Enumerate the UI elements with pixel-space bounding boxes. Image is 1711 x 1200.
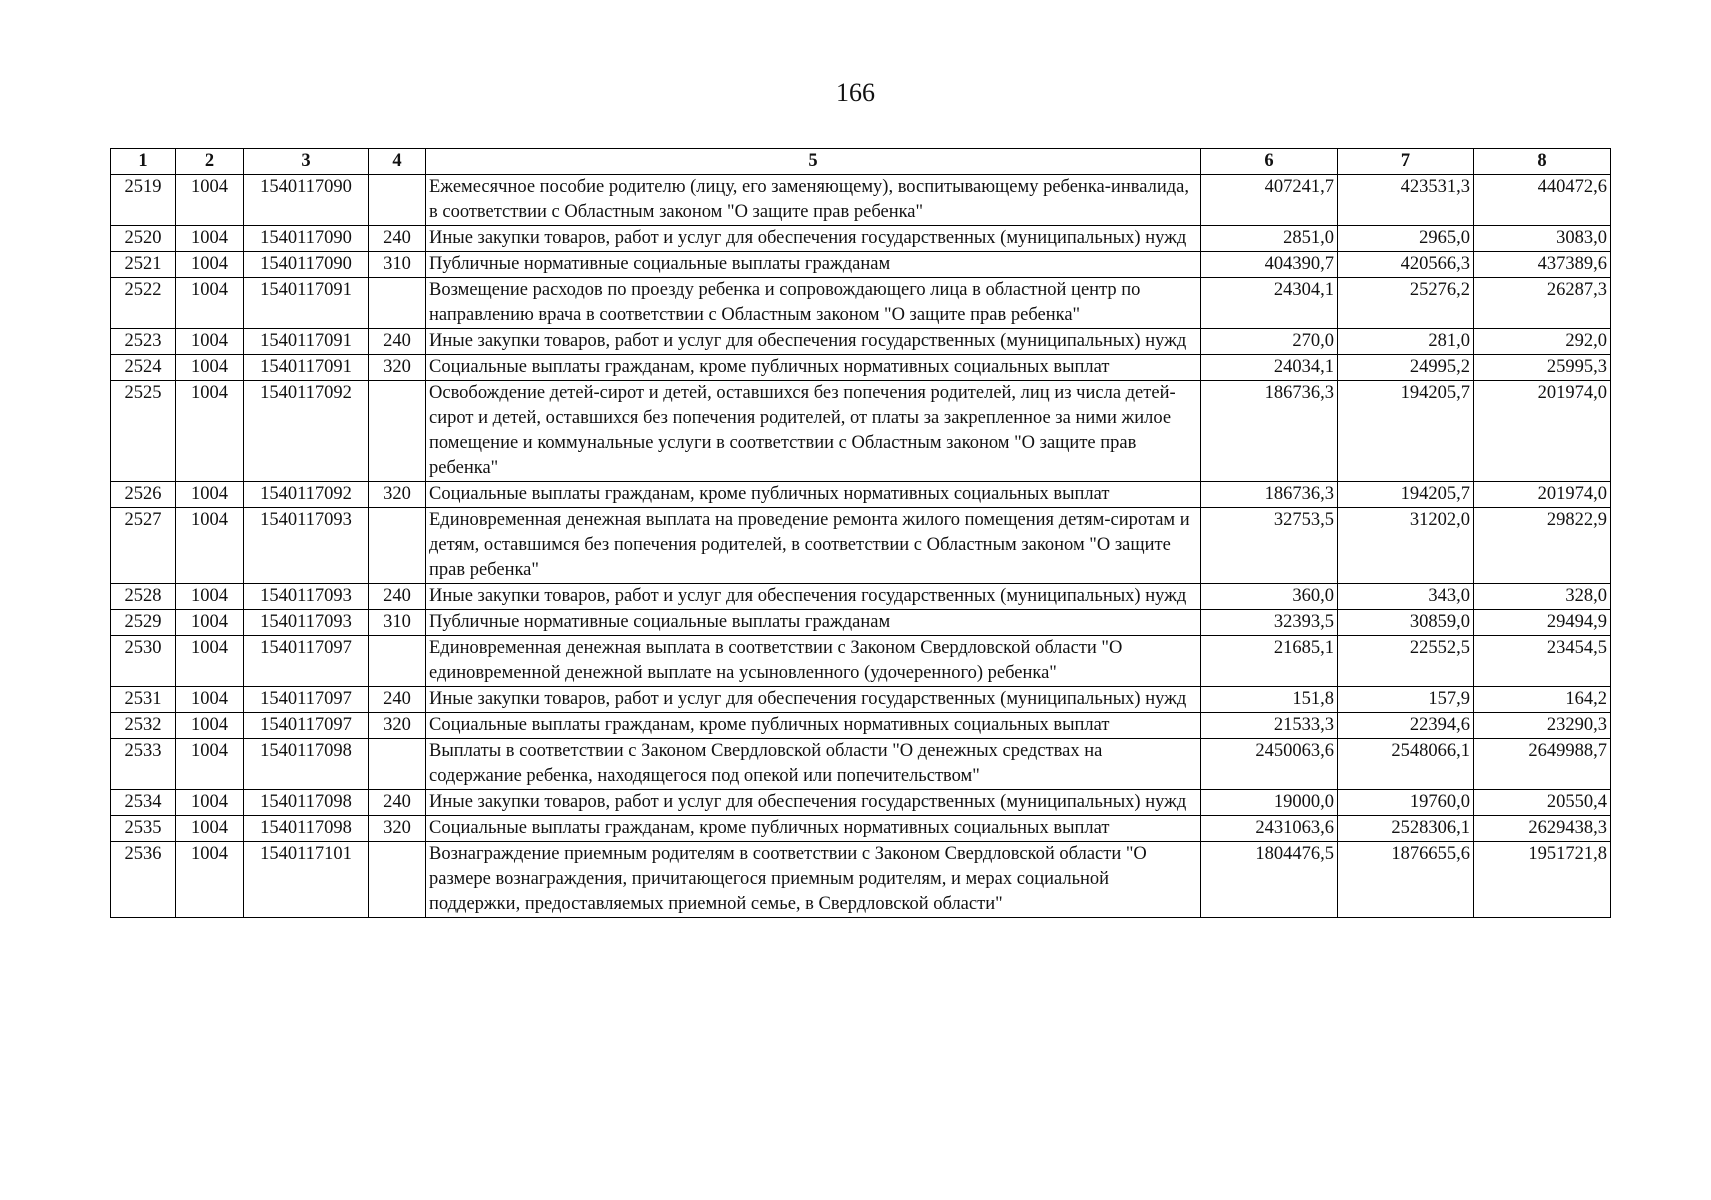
- budget-table: [110, 148, 1611, 918]
- amount-year-2: 1876655,6: [1338, 842, 1474, 918]
- amount-year-1: 32753,5: [1201, 508, 1338, 584]
- row-number: 2523: [111, 329, 176, 355]
- amount-year-2: 194205,7: [1338, 482, 1474, 508]
- column-header: 5: [426, 149, 1201, 175]
- amount-year-1: 360,0: [1201, 584, 1338, 610]
- expense-description: Публичные нормативные социальные выплаты гражданам: [426, 610, 1201, 636]
- amount-year-2: 420566,3: [1338, 252, 1474, 278]
- expense-type-code: [369, 508, 426, 584]
- amount-year-3: 23290,3: [1474, 713, 1611, 739]
- table-row: [111, 329, 1611, 355]
- amount-year-3: 26287,3: [1474, 278, 1611, 329]
- expense-type-code: 240: [369, 584, 426, 610]
- expense-description: Иные закупки товаров, работ и услуг для обеспечения государственных (муниципальных) нужд: [426, 790, 1201, 816]
- row-number: 2534: [111, 790, 176, 816]
- expense-description: Иные закупки товаров, работ и услуг для обеспечения государственных (муниципальных) нужд: [426, 329, 1201, 355]
- amount-year-3: 437389,6: [1474, 252, 1611, 278]
- table-row: [111, 278, 1611, 329]
- amount-year-3: 164,2: [1474, 687, 1611, 713]
- expense-description: Возмещение расходов по проезду ребенка и сопровождающего лица в областной центр по направлению врача в соответствии с Областным законом "О защите прав ребенка": [426, 278, 1201, 329]
- section-code: 1004: [176, 636, 244, 687]
- expense-description: Социальные выплаты гражданам, кроме публичных нормативных социальных выплат: [426, 713, 1201, 739]
- target-article-code: 1540117093: [244, 610, 369, 636]
- row-number: 2521: [111, 252, 176, 278]
- expense-type-code: 320: [369, 713, 426, 739]
- amount-year-3: 29822,9: [1474, 508, 1611, 584]
- amount-year-3: 2649988,7: [1474, 739, 1611, 790]
- section-code: 1004: [176, 355, 244, 381]
- target-article-code: 1540117097: [244, 636, 369, 687]
- target-article-code: 1540117091: [244, 329, 369, 355]
- table-row: [111, 355, 1611, 381]
- table-row: [111, 584, 1611, 610]
- expense-type-code: [369, 739, 426, 790]
- expense-description: Освобождение детей-сирот и детей, оставшихся без попечения родителей, лиц из числа детей-сирот и детей, оставшихся без попечения родителей, от платы за закрепленное за ними жилое помещение и коммунальные услуги в соответствии с Областным законом "О защите прав ребенка": [426, 381, 1201, 482]
- amount-year-1: 404390,7: [1201, 252, 1338, 278]
- target-article-code: 1540117092: [244, 482, 369, 508]
- table-row: [111, 508, 1611, 584]
- section-code: 1004: [176, 482, 244, 508]
- expense-type-code: 310: [369, 252, 426, 278]
- amount-year-3: 29494,9: [1474, 610, 1611, 636]
- row-number: 2528: [111, 584, 176, 610]
- amount-year-1: 2431063,6: [1201, 816, 1338, 842]
- amount-year-3: 201974,0: [1474, 482, 1611, 508]
- amount-year-2: 31202,0: [1338, 508, 1474, 584]
- expense-description: Иные закупки товаров, работ и услуг для обеспечения государственных (муниципальных) нужд: [426, 584, 1201, 610]
- column-header: 8: [1474, 149, 1611, 175]
- amount-year-2: 19760,0: [1338, 790, 1474, 816]
- section-code: 1004: [176, 175, 244, 226]
- target-article-code: 1540117097: [244, 687, 369, 713]
- section-code: 1004: [176, 278, 244, 329]
- amount-year-2: 25276,2: [1338, 278, 1474, 329]
- expense-description: Социальные выплаты гражданам, кроме публичных нормативных социальных выплат: [426, 816, 1201, 842]
- row-number: 2520: [111, 226, 176, 252]
- amount-year-3: 3083,0: [1474, 226, 1611, 252]
- amount-year-2: 194205,7: [1338, 381, 1474, 482]
- table-body: [111, 175, 1611, 918]
- target-article-code: 1540117090: [244, 175, 369, 226]
- amount-year-3: 23454,5: [1474, 636, 1611, 687]
- target-article-code: 1540117098: [244, 816, 369, 842]
- row-number: 2524: [111, 355, 176, 381]
- amount-year-2: 2965,0: [1338, 226, 1474, 252]
- column-header: 6: [1201, 149, 1338, 175]
- amount-year-3: 440472,6: [1474, 175, 1611, 226]
- section-code: 1004: [176, 842, 244, 918]
- section-code: 1004: [176, 816, 244, 842]
- column-header: 3: [244, 149, 369, 175]
- target-article-code: 1540117101: [244, 842, 369, 918]
- column-header: 2: [176, 149, 244, 175]
- amount-year-1: 21533,3: [1201, 713, 1338, 739]
- target-article-code: 1540117091: [244, 355, 369, 381]
- expense-type-code: [369, 278, 426, 329]
- amount-year-2: 22552,5: [1338, 636, 1474, 687]
- amount-year-2: 2528306,1: [1338, 816, 1474, 842]
- amount-year-1: 1804476,5: [1201, 842, 1338, 918]
- expense-type-code: 240: [369, 226, 426, 252]
- table-row: [111, 175, 1611, 226]
- header-row: [111, 149, 1611, 175]
- section-code: 1004: [176, 739, 244, 790]
- table-row: [111, 713, 1611, 739]
- amount-year-1: 21685,1: [1201, 636, 1338, 687]
- section-code: 1004: [176, 252, 244, 278]
- table-row: [111, 610, 1611, 636]
- table-row: [111, 790, 1611, 816]
- amount-year-3: 328,0: [1474, 584, 1611, 610]
- column-header: 7: [1338, 149, 1474, 175]
- row-number: 2525: [111, 381, 176, 482]
- amount-year-1: 24304,1: [1201, 278, 1338, 329]
- section-code: 1004: [176, 790, 244, 816]
- target-article-code: 1540117097: [244, 713, 369, 739]
- column-header: 1: [111, 149, 176, 175]
- target-article-code: 1540117093: [244, 508, 369, 584]
- expense-type-code: 310: [369, 610, 426, 636]
- amount-year-2: 22394,6: [1338, 713, 1474, 739]
- table-row: [111, 687, 1611, 713]
- target-article-code: 1540117090: [244, 252, 369, 278]
- table-row: [111, 739, 1611, 790]
- target-article-code: 1540117091: [244, 278, 369, 329]
- amount-year-2: 281,0: [1338, 329, 1474, 355]
- target-article-code: 1540117098: [244, 739, 369, 790]
- expense-description: Выплаты в соответствии с Законом Свердловской области "О денежных средствах на содержание ребенка, находящегося под опекой или попечительством": [426, 739, 1201, 790]
- expense-type-code: 320: [369, 355, 426, 381]
- amount-year-2: 2548066,1: [1338, 739, 1474, 790]
- amount-year-1: 151,8: [1201, 687, 1338, 713]
- target-article-code: 1540117090: [244, 226, 369, 252]
- expense-description: Единовременная денежная выплата в соответствии с Законом Свердловской области "О единовременной денежной выплате на усыновленного (удочеренного) ребенка": [426, 636, 1201, 687]
- expense-description: Иные закупки товаров, работ и услуг для обеспечения государственных (муниципальных) нужд: [426, 687, 1201, 713]
- section-code: 1004: [176, 584, 244, 610]
- amount-year-2: 30859,0: [1338, 610, 1474, 636]
- amount-year-1: 186736,3: [1201, 482, 1338, 508]
- section-code: 1004: [176, 610, 244, 636]
- expense-type-code: 320: [369, 816, 426, 842]
- amount-year-3: 201974,0: [1474, 381, 1611, 482]
- target-article-code: 1540117098: [244, 790, 369, 816]
- amount-year-3: 1951721,8: [1474, 842, 1611, 918]
- table-row: [111, 226, 1611, 252]
- amount-year-2: 343,0: [1338, 584, 1474, 610]
- table-row: [111, 252, 1611, 278]
- section-code: 1004: [176, 226, 244, 252]
- row-number: 2526: [111, 482, 176, 508]
- table-row: [111, 482, 1611, 508]
- amount-year-1: 19000,0: [1201, 790, 1338, 816]
- expense-description: Ежемесячное пособие родителю (лицу, его заменяющему), воспитывающему ребенка-инвалида, в соответствии с Областным законом "О защите прав ребенка": [426, 175, 1201, 226]
- row-number: 2531: [111, 687, 176, 713]
- table-row: [111, 842, 1611, 918]
- amount-year-3: 25995,3: [1474, 355, 1611, 381]
- row-number: 2527: [111, 508, 176, 584]
- row-number: 2530: [111, 636, 176, 687]
- expense-description: Социальные выплаты гражданам, кроме публичных нормативных социальных выплат: [426, 355, 1201, 381]
- expense-type-code: [369, 175, 426, 226]
- amount-year-3: 292,0: [1474, 329, 1611, 355]
- section-code: 1004: [176, 508, 244, 584]
- row-number: 2535: [111, 816, 176, 842]
- expense-description: Социальные выплаты гражданам, кроме публичных нормативных социальных выплат: [426, 482, 1201, 508]
- column-header: 4: [369, 149, 426, 175]
- amount-year-2: 423531,3: [1338, 175, 1474, 226]
- amount-year-1: 2450063,6: [1201, 739, 1338, 790]
- expense-type-code: 240: [369, 687, 426, 713]
- amount-year-1: 186736,3: [1201, 381, 1338, 482]
- row-number: 2519: [111, 175, 176, 226]
- expense-type-code: 240: [369, 329, 426, 355]
- amount-year-1: 24034,1: [1201, 355, 1338, 381]
- table-row: [111, 636, 1611, 687]
- amount-year-1: 270,0: [1201, 329, 1338, 355]
- expense-type-code: 320: [369, 482, 426, 508]
- section-code: 1004: [176, 713, 244, 739]
- amount-year-3: 20550,4: [1474, 790, 1611, 816]
- amount-year-3: 2629438,3: [1474, 816, 1611, 842]
- row-number: 2533: [111, 739, 176, 790]
- amount-year-2: 157,9: [1338, 687, 1474, 713]
- table-row: [111, 381, 1611, 482]
- row-number: 2522: [111, 278, 176, 329]
- target-article-code: 1540117092: [244, 381, 369, 482]
- amount-year-2: 24995,2: [1338, 355, 1474, 381]
- expense-type-code: [369, 842, 426, 918]
- section-code: 1004: [176, 329, 244, 355]
- amount-year-1: 407241,7: [1201, 175, 1338, 226]
- expense-description: Вознаграждение приемным родителям в соответствии с Законом Свердловской области "О размере вознаграждения, причитающегося приемным родителям, и мерах социальной поддержки, предоставляемых приемной семье, в Свердловской области": [426, 842, 1201, 918]
- row-number: 2536: [111, 842, 176, 918]
- amount-year-1: 32393,5: [1201, 610, 1338, 636]
- section-code: 1004: [176, 381, 244, 482]
- amount-year-1: 2851,0: [1201, 226, 1338, 252]
- target-article-code: 1540117093: [244, 584, 369, 610]
- row-number: 2532: [111, 713, 176, 739]
- expense-description: Единовременная денежная выплата на проведение ремонта жилого помещения детям-сиротам и детям, оставшимся без попечения родителей, в соответствии с Областным законом "О защите прав ребенка": [426, 508, 1201, 584]
- expense-type-code: 240: [369, 790, 426, 816]
- expense-type-code: [369, 636, 426, 687]
- page-number: 166: [836, 78, 875, 107]
- expense-description: Публичные нормативные социальные выплаты гражданам: [426, 252, 1201, 278]
- expense-type-code: [369, 381, 426, 482]
- row-number: 2529: [111, 610, 176, 636]
- section-code: 1004: [176, 687, 244, 713]
- table-row: [111, 816, 1611, 842]
- expense-description: Иные закупки товаров, работ и услуг для обеспечения государственных (муниципальных) нужд: [426, 226, 1201, 252]
